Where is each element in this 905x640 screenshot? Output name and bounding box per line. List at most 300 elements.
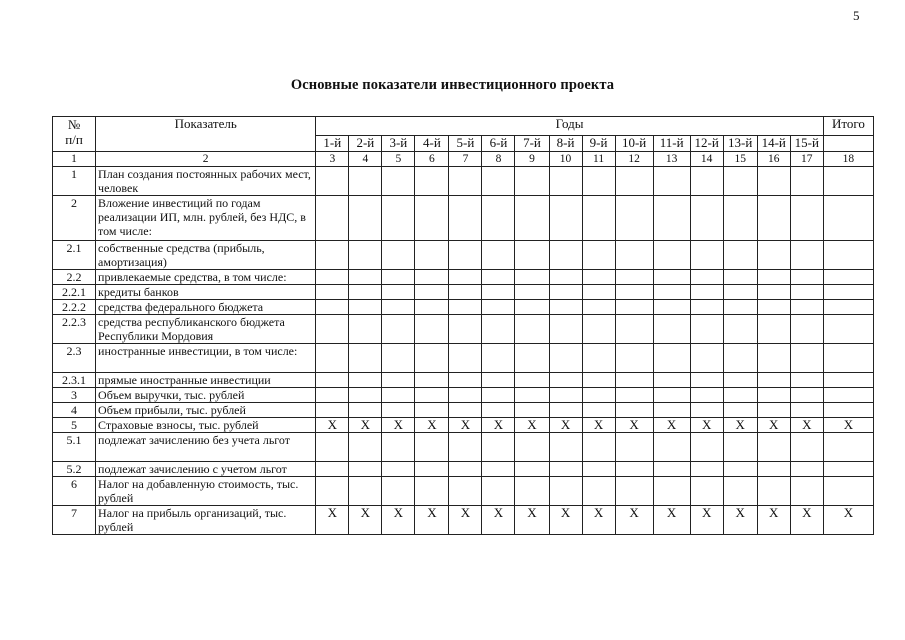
year-cell: X [449, 506, 482, 535]
year-cell [653, 344, 690, 373]
year-cell [615, 388, 653, 403]
year-cell: X [349, 506, 382, 535]
year-cell [382, 270, 415, 285]
year-cell [615, 300, 653, 315]
year-cell [382, 196, 415, 241]
year-cell [449, 344, 482, 373]
total-cell [823, 477, 873, 506]
row-number: 5 [53, 418, 96, 433]
year-cell [723, 315, 757, 344]
year-cell [515, 388, 549, 403]
row-indicator-name: прямые иностранные инвестиции [96, 373, 316, 388]
year-cell [316, 477, 349, 506]
year-cell [515, 167, 549, 196]
row-number: 2.2.1 [53, 285, 96, 300]
column-numbers-row [53, 152, 874, 167]
row-indicator-name: собственные средства (прибыль, амортизация) [96, 241, 316, 270]
year-cell [582, 270, 615, 285]
year-cell [515, 196, 549, 241]
year-cell [449, 373, 482, 388]
indicator-header: Показатель [96, 117, 316, 152]
year-cell [349, 462, 382, 477]
year-cell [582, 388, 615, 403]
year-cell [415, 285, 449, 300]
year-cell [723, 477, 757, 506]
year-cell [316, 388, 349, 403]
year-cell [653, 315, 690, 344]
year-cell [482, 477, 515, 506]
year-cell [690, 196, 723, 241]
year-cell: X [382, 506, 415, 535]
year-cell: X [653, 418, 690, 433]
row-indicator-name: Объем выручки, тыс. рублей [96, 388, 316, 403]
year-cell [382, 373, 415, 388]
column-number: 2 [96, 152, 316, 167]
year-cell [382, 285, 415, 300]
year-cell [349, 167, 382, 196]
year-cell [349, 241, 382, 270]
year-cell [690, 270, 723, 285]
column-number: 14 [690, 152, 723, 167]
year-cell [415, 241, 449, 270]
year-cell [415, 388, 449, 403]
row-number: 2.3.1 [53, 373, 96, 388]
column-number: 17 [790, 152, 823, 167]
row-number: 2 [53, 196, 96, 241]
year-cell [449, 462, 482, 477]
table-row [53, 477, 874, 506]
year-cell [482, 167, 515, 196]
year-cell [449, 403, 482, 418]
year-cell [549, 315, 582, 344]
year-cell [349, 433, 382, 462]
table-row [53, 373, 874, 388]
total-cell [823, 167, 873, 196]
year-cell [382, 403, 415, 418]
year-cell: X [582, 506, 615, 535]
year-cell [515, 433, 549, 462]
year-cell [449, 388, 482, 403]
row-number: 2.2.2 [53, 300, 96, 315]
year-header: 12-й [690, 136, 723, 152]
year-cell: X [549, 506, 582, 535]
year-cell [482, 373, 515, 388]
row-number: 1 [53, 167, 96, 196]
row-indicator-name: План создания постоянных рабочих мест, человек [96, 167, 316, 196]
year-cell [690, 462, 723, 477]
year-cell [482, 300, 515, 315]
year-cell [582, 241, 615, 270]
year-cell [790, 300, 823, 315]
year-cell [723, 300, 757, 315]
year-cell [790, 403, 823, 418]
column-number: 12 [615, 152, 653, 167]
row-indicator-name: кредиты банков [96, 285, 316, 300]
year-cell [757, 462, 790, 477]
year-cell [482, 285, 515, 300]
year-cell [582, 167, 615, 196]
year-cell [449, 285, 482, 300]
year-cell [349, 388, 382, 403]
year-header: 4-й [415, 136, 449, 152]
year-cell [790, 167, 823, 196]
year-cell [757, 241, 790, 270]
year-header: 14-й [757, 136, 790, 152]
year-cell: X [653, 506, 690, 535]
year-cell [723, 270, 757, 285]
year-cell [382, 344, 415, 373]
table-row [53, 403, 874, 418]
row-number: 2.2 [53, 270, 96, 285]
year-cell [582, 196, 615, 241]
year-cell: X [382, 418, 415, 433]
year-header: 7-й [515, 136, 549, 152]
year-cell [582, 403, 615, 418]
year-cell [615, 433, 653, 462]
year-cell [615, 196, 653, 241]
total-cell [823, 403, 873, 418]
year-cell [515, 270, 549, 285]
row-number: 2.1 [53, 241, 96, 270]
year-cell [449, 300, 482, 315]
year-cell [615, 477, 653, 506]
year-cell [582, 285, 615, 300]
year-header: 10-й [615, 136, 653, 152]
total-cell [823, 344, 873, 373]
year-cell [690, 373, 723, 388]
year-cell: X [482, 418, 515, 433]
header-row [53, 117, 874, 136]
year-cell [615, 344, 653, 373]
num-header: № п/п [53, 117, 96, 152]
year-cell [449, 270, 482, 285]
year-cell [515, 300, 549, 315]
year-cell [349, 300, 382, 315]
year-cell: X [690, 418, 723, 433]
row-indicator-name: средства федерального бюджета [96, 300, 316, 315]
year-cell [790, 388, 823, 403]
row-indicator-name: Вложение инвестиций по годам реализации ИП, млн. рублей, без НДС, в том числе: [96, 196, 316, 241]
year-cell [653, 196, 690, 241]
year-cell: X [415, 506, 449, 535]
year-cell [415, 196, 449, 241]
column-number: 10 [549, 152, 582, 167]
year-cell [482, 388, 515, 403]
total-cell [823, 241, 873, 270]
year-cell [515, 285, 549, 300]
year-header: 1-й [316, 136, 349, 152]
year-cell [582, 462, 615, 477]
year-cell [415, 270, 449, 285]
year-cell [653, 167, 690, 196]
column-number: 1 [53, 152, 96, 167]
year-cell [482, 196, 515, 241]
row-number: 5.1 [53, 433, 96, 462]
year-cell [690, 433, 723, 462]
total-cell [823, 315, 873, 344]
year-cell [757, 373, 790, 388]
year-cell [382, 388, 415, 403]
year-cell [690, 477, 723, 506]
year-cell [757, 270, 790, 285]
year-cell: X [582, 418, 615, 433]
year-cell [757, 403, 790, 418]
year-cell: X [415, 418, 449, 433]
year-cell [482, 241, 515, 270]
column-number: 3 [316, 152, 349, 167]
year-header: 6-й [482, 136, 515, 152]
year-cell [382, 433, 415, 462]
year-cell [653, 388, 690, 403]
year-cell [449, 241, 482, 270]
year-cell [757, 167, 790, 196]
row-number: 2.3 [53, 344, 96, 373]
year-cell [482, 344, 515, 373]
table-row [53, 315, 874, 344]
column-number: 15 [723, 152, 757, 167]
year-cell [482, 315, 515, 344]
column-number: 9 [515, 152, 549, 167]
year-cell [615, 167, 653, 196]
year-cell [515, 477, 549, 506]
year-cell: X [549, 418, 582, 433]
row-number: 7 [53, 506, 96, 535]
year-cell [790, 477, 823, 506]
row-indicator-name: средства республиканского бюджета Республики Мордовия [96, 315, 316, 344]
year-cell [723, 433, 757, 462]
year-cell [723, 167, 757, 196]
year-cell [757, 433, 790, 462]
year-cell [690, 388, 723, 403]
year-cell: X [316, 418, 349, 433]
year-cell [382, 477, 415, 506]
year-cell [690, 241, 723, 270]
year-cell [757, 300, 790, 315]
year-cell [690, 344, 723, 373]
year-cell [449, 477, 482, 506]
year-cell: X [790, 418, 823, 433]
total-cell [823, 285, 873, 300]
year-cell [316, 433, 349, 462]
year-cell [723, 462, 757, 477]
year-cell [316, 344, 349, 373]
year-cell [757, 477, 790, 506]
year-cell [549, 433, 582, 462]
row-number: 6 [53, 477, 96, 506]
year-cell [790, 462, 823, 477]
year-cell: X [690, 506, 723, 535]
row-indicator-name: Объем прибыли, тыс. рублей [96, 403, 316, 418]
year-cell [382, 300, 415, 315]
column-number: 7 [449, 152, 482, 167]
indicators-table [52, 116, 874, 535]
year-cell: X [515, 418, 549, 433]
column-number: 16 [757, 152, 790, 167]
year-cell [549, 285, 582, 300]
year-cell [316, 196, 349, 241]
year-cell [415, 433, 449, 462]
column-number: 6 [415, 152, 449, 167]
year-cell: X [615, 418, 653, 433]
year-cell [790, 433, 823, 462]
row-number: 5.2 [53, 462, 96, 477]
year-cell [549, 270, 582, 285]
year-cell [690, 300, 723, 315]
row-indicator-name: подлежат зачислению без учета льгот [96, 433, 316, 462]
row-indicator-name: Налог на добавленную стоимость, тыс. рублей [96, 477, 316, 506]
table-row [53, 344, 874, 373]
table-row [53, 506, 874, 535]
year-cell [653, 270, 690, 285]
year-cell [549, 241, 582, 270]
year-cell [723, 403, 757, 418]
year-cell [549, 373, 582, 388]
year-header: 5-й [449, 136, 482, 152]
year-cell [549, 462, 582, 477]
total-cell [823, 300, 873, 315]
year-cell [615, 285, 653, 300]
year-cell [316, 462, 349, 477]
year-cell [582, 477, 615, 506]
year-cell [449, 315, 482, 344]
year-cell [349, 477, 382, 506]
year-cell [757, 344, 790, 373]
total-cell [823, 462, 873, 477]
year-cell [723, 373, 757, 388]
year-cell [690, 315, 723, 344]
year-cell [449, 433, 482, 462]
column-number: 13 [653, 152, 690, 167]
year-cell [582, 433, 615, 462]
year-cell: X [316, 506, 349, 535]
year-cell [316, 315, 349, 344]
year-cell [723, 241, 757, 270]
year-cell: X [515, 506, 549, 535]
row-indicator-name: подлежат зачислению с учетом льгот [96, 462, 316, 477]
table-row [53, 285, 874, 300]
year-cell: X [757, 506, 790, 535]
row-number: 4 [53, 403, 96, 418]
total-header: Итого [823, 117, 873, 136]
year-cell [482, 270, 515, 285]
year-cell [690, 167, 723, 196]
year-cell [382, 462, 415, 477]
year-cell [316, 241, 349, 270]
year-header: 3-й [382, 136, 415, 152]
column-number: 11 [582, 152, 615, 167]
year-cell [653, 403, 690, 418]
year-cell: X [449, 418, 482, 433]
year-cell [757, 285, 790, 300]
total-cell [823, 373, 873, 388]
year-cell [349, 403, 382, 418]
year-cell [615, 241, 653, 270]
year-cell [415, 373, 449, 388]
year-cell [653, 433, 690, 462]
year-cell [653, 373, 690, 388]
year-cell [790, 270, 823, 285]
year-cell [615, 373, 653, 388]
year-cell [790, 373, 823, 388]
year-cell [349, 315, 382, 344]
row-number: 2.2.3 [53, 315, 96, 344]
year-cell [582, 300, 615, 315]
total-cell [823, 270, 873, 285]
total-cell: X [823, 418, 873, 433]
row-indicator-name: иностранные инвестиции, в том числе: [96, 344, 316, 373]
year-cell [349, 285, 382, 300]
year-cell [415, 403, 449, 418]
year-cell [549, 403, 582, 418]
table-row [53, 167, 874, 196]
year-cell [723, 285, 757, 300]
year-cell [790, 285, 823, 300]
table-row [53, 196, 874, 241]
year-cell: X [790, 506, 823, 535]
year-cell [549, 196, 582, 241]
year-cell [349, 373, 382, 388]
year-cell [449, 167, 482, 196]
table-row [53, 388, 874, 403]
year-cell [515, 462, 549, 477]
year-cell: X [482, 506, 515, 535]
year-cell [790, 315, 823, 344]
years-header: Годы [316, 117, 824, 136]
column-number: 4 [349, 152, 382, 167]
total-header-blank [823, 136, 873, 152]
total-cell [823, 196, 873, 241]
table-row [53, 433, 874, 462]
year-cell [382, 241, 415, 270]
year-cell [349, 196, 382, 241]
page-number: 5 [853, 8, 860, 23]
year-cell [549, 167, 582, 196]
document-title: Основные показатели инвестиционного проекта [290, 77, 615, 93]
year-cell [382, 167, 415, 196]
total-cell [823, 388, 873, 403]
year-cell [316, 167, 349, 196]
year-cell [482, 462, 515, 477]
year-cell [582, 373, 615, 388]
year-cell [653, 241, 690, 270]
year-cell [615, 270, 653, 285]
year-cell [316, 270, 349, 285]
column-number: 18 [823, 152, 873, 167]
row-indicator-name: Страховые взносы, тыс. рублей [96, 418, 316, 433]
year-cell [415, 315, 449, 344]
total-cell: X [823, 506, 873, 535]
year-cell [757, 315, 790, 344]
year-cell [790, 196, 823, 241]
row-indicator-name: Налог на прибыль организаций, тыс. рублей [96, 506, 316, 535]
year-header: 8-й [549, 136, 582, 152]
year-cell [415, 300, 449, 315]
year-cell [415, 462, 449, 477]
year-header: 15-й [790, 136, 823, 152]
year-cell [316, 373, 349, 388]
year-cell [515, 344, 549, 373]
year-cell [723, 344, 757, 373]
year-cell [653, 462, 690, 477]
year-cell [653, 285, 690, 300]
row-indicator-name: привлекаемые средства, в том числе: [96, 270, 316, 285]
year-cell [757, 388, 790, 403]
year-cell [415, 167, 449, 196]
year-header: 13-й [723, 136, 757, 152]
year-header: 11-й [653, 136, 690, 152]
year-cell [515, 315, 549, 344]
year-cell: X [615, 506, 653, 535]
